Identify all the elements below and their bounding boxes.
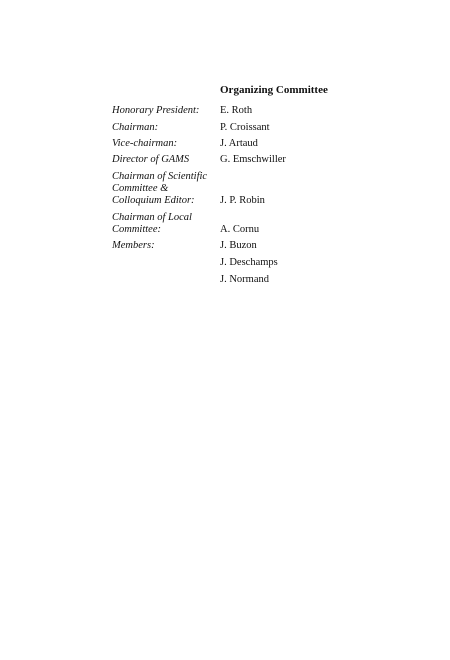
role-local-line-2: Committee: xyxy=(112,224,161,235)
role-members: Members: xyxy=(112,240,155,251)
name-honorary-president: E. Roth xyxy=(220,105,253,116)
name-director: G. Emschwiller xyxy=(220,154,286,165)
name-vice-chairman: J. Artaud xyxy=(220,138,258,149)
name-scientific-editor: J. P. Robin xyxy=(220,195,265,206)
name-chairman: P. Croissant xyxy=(220,122,270,133)
role-director: Director of GAMS xyxy=(112,154,190,165)
name-member: J. Normand xyxy=(220,274,269,285)
role-local-line-1: Chairman of Local xyxy=(112,212,192,223)
role-honorary-president: Honorary President: xyxy=(112,105,200,116)
name-member: J. Buzon xyxy=(220,240,257,251)
name-local-chairman: A. Cornu xyxy=(220,224,260,235)
page-title: Organizing Committee xyxy=(220,84,328,96)
role-scientific-line-2: Committee & xyxy=(112,183,169,194)
role-scientific-line-1: Chairman of Scientific xyxy=(112,171,208,182)
role-chairman: Chairman: xyxy=(112,122,159,133)
role-vice-chairman: Vice-chairman: xyxy=(112,138,178,149)
role-scientific-line-3: Colloquium Editor: xyxy=(112,195,195,206)
name-member: J. Deschamps xyxy=(220,257,278,268)
